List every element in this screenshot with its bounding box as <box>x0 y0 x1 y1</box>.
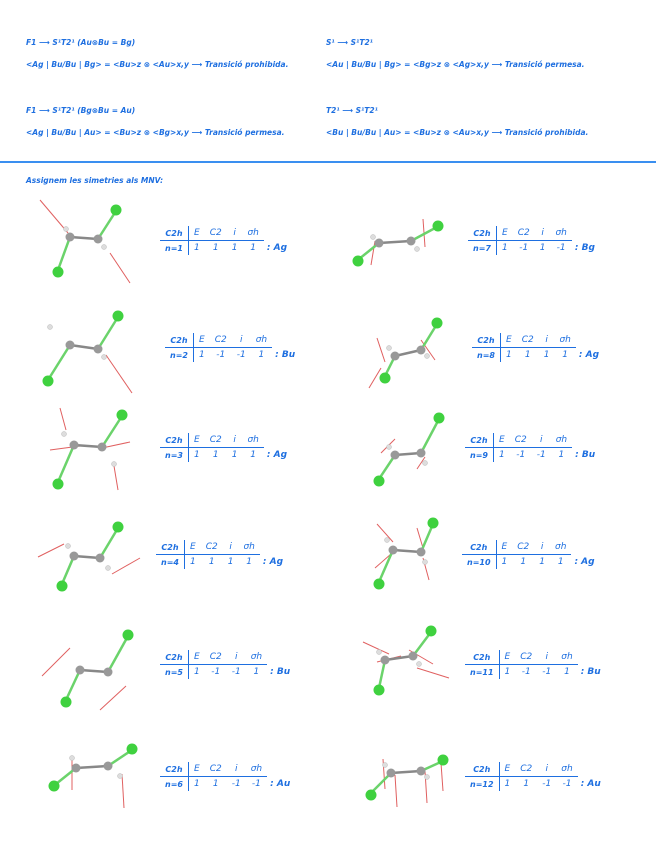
top-line-5: F1 ⟶ S¹T2¹ (Bg⊗Bu = Au) <box>26 106 136 115</box>
molecule-n8 <box>355 310 465 395</box>
char-table-n12: C2h E C2 i σh n=12 1 1 -1 -1 : Au <box>465 762 606 791</box>
section-title: Assignem les simetries als MNV: <box>26 176 164 185</box>
char-table-n9: C2h E C2 i σh n=9 1 -1 -1 1 : Bu <box>465 433 600 462</box>
char-table-n7: C2h E C2 i σh n=7 1 -1 1 -1 : Bg <box>468 226 600 255</box>
char-table-n8: C2h E C2 i σh n=8 1 1 1 1 : Ag <box>472 333 604 362</box>
molecule-n4 <box>30 512 145 607</box>
char-table-n11: C2h E C2 i σh n=11 1 -1 -1 1 : Bu <box>465 650 606 679</box>
char-table-n6: C2h E C2 i σh n=6 1 1 -1 -1 : Au <box>160 762 295 791</box>
top-line-4: <Au | Bu/Bu | Bg> = <Bg>z ⊗ <Ag>x,y ⟶ Transició permesa. <box>326 60 585 69</box>
section-divider <box>0 161 656 163</box>
char-table-n2: C2h E C2 i σh n=2 1 -1 -1 1 : Bu <box>165 333 300 362</box>
char-table-n4: C2h E C2 i σh n=4 1 1 1 1 : Ag <box>156 540 288 569</box>
molecule-n12 <box>355 735 465 815</box>
molecule-n11 <box>355 620 465 700</box>
molecule-n7 <box>345 215 455 285</box>
mode-label: n=1 <box>160 241 188 256</box>
top-line-7: T2¹ ⟶ S¹T2¹ <box>326 106 378 115</box>
molecule-n9 <box>355 405 465 495</box>
char-table-n5: C2h E C2 i σh n=5 1 -1 -1 1 : Bu <box>160 650 295 679</box>
molecule-n2 <box>30 305 140 400</box>
char-table-n1: C2h E C2 i σh n=1 1 1 1 1 : Ag <box>160 226 292 255</box>
molecule-n3 <box>30 400 140 495</box>
top-line-3: S¹ ⟶ S¹T2¹ <box>326 38 373 47</box>
char-table-n10: C2h E C2 i σh n=10 1 1 1 1 : Ag <box>462 540 600 569</box>
char-table-n3: C2h E C2 i σh n=3 1 1 1 1 : Ag <box>160 433 292 462</box>
molecule-n10 <box>355 512 465 597</box>
top-line-1: F1 ⟶ S¹T2¹ (Au⊗Bu = Bg) <box>26 38 136 47</box>
top-line-6: <Ag | Bu/Bu | Au> = <Bu>z ⊗ <Bg>x,y ⟶ Transició permesa. <box>26 128 285 137</box>
top-line-8: <Bu | Bu/Bu | Au> = <Bu>z ⊗ <Au>x,y ⟶ Transició prohibida. <box>326 128 589 137</box>
group-label: C2h <box>160 226 188 241</box>
molecule-n1 <box>30 195 140 290</box>
molecule-n6 <box>30 730 145 825</box>
symmetry-label: : Ag <box>266 242 288 253</box>
molecule-n5 <box>30 620 145 715</box>
top-line-2: <Ag | Bu/Bu | Bg> = <Bu>z ⊗ <Au>x,y ⟶ Transició prohibida. <box>26 60 289 69</box>
